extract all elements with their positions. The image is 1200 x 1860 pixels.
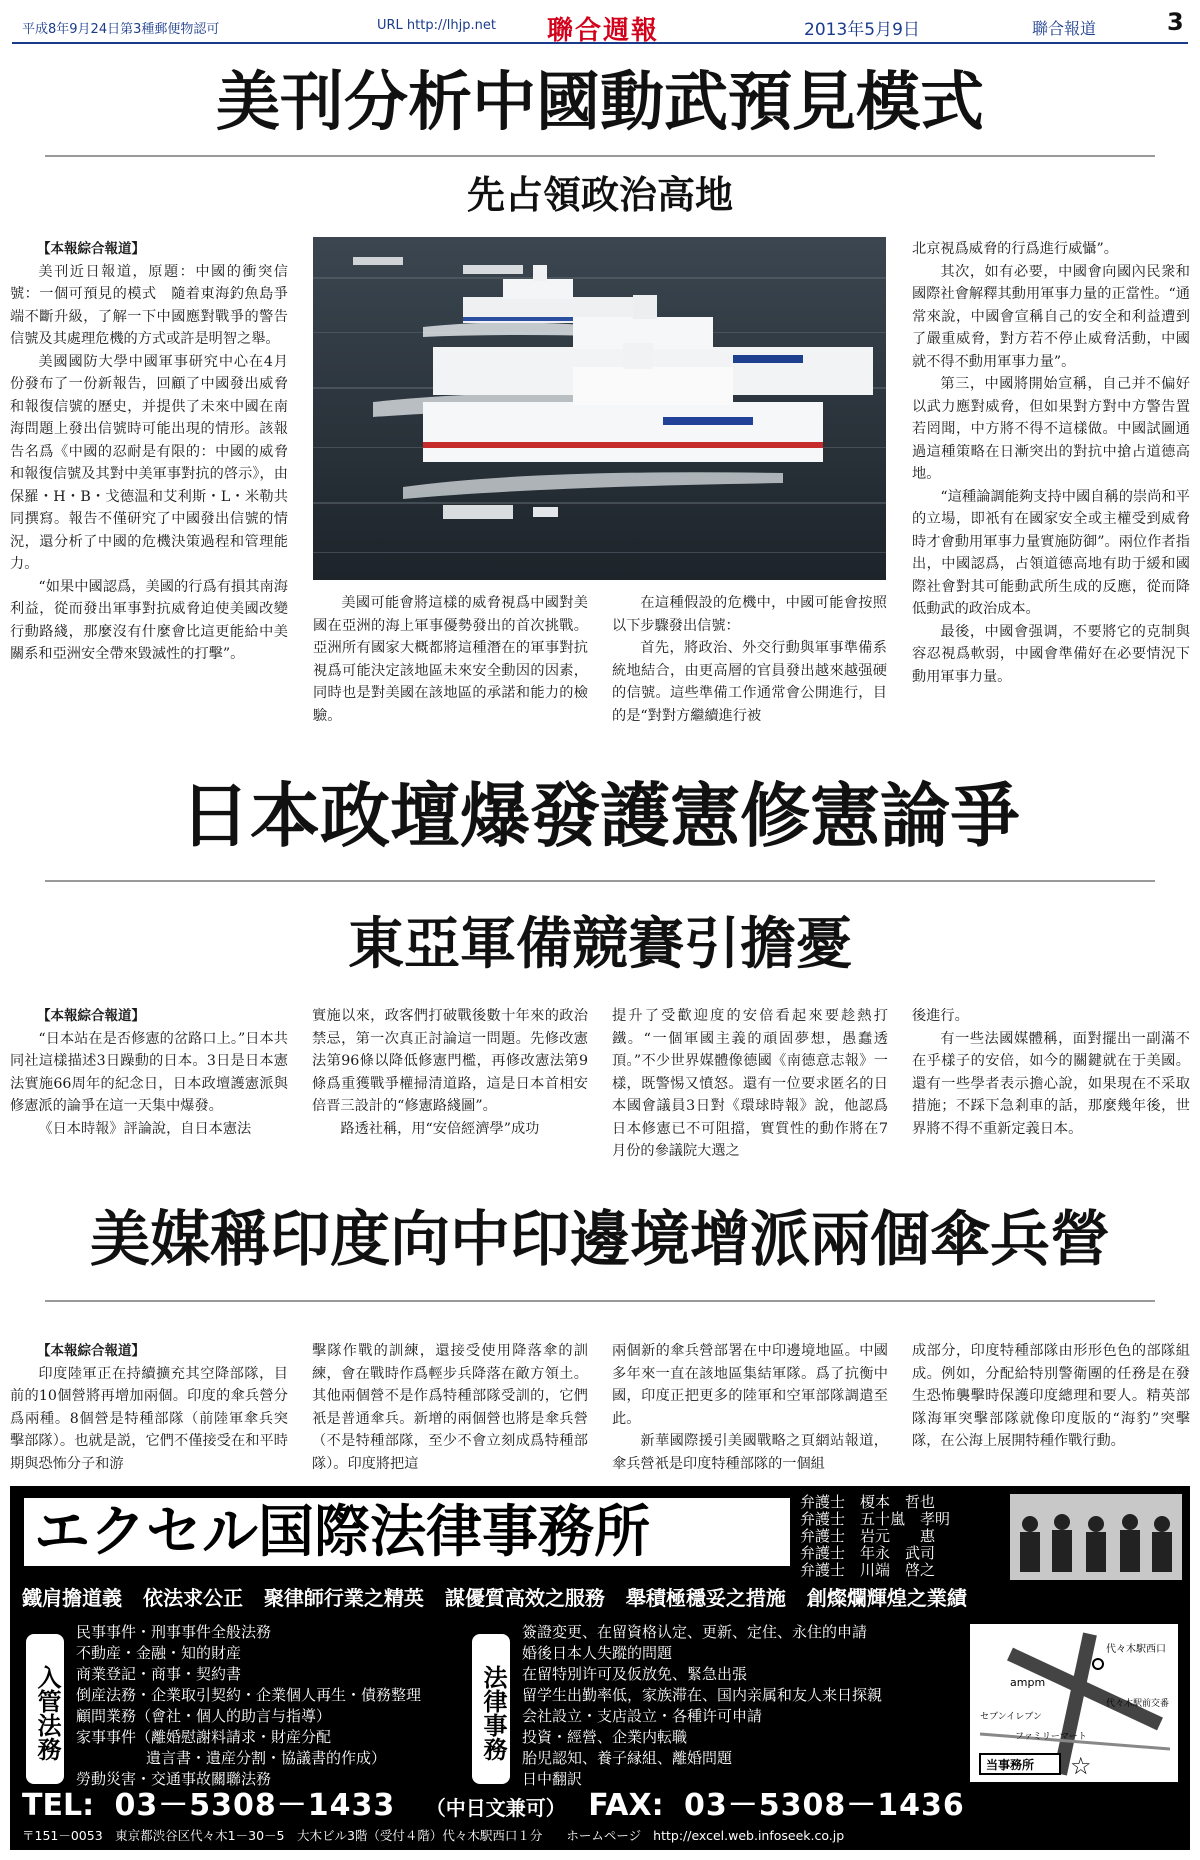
paragraph: “日本站在是否修憲的岔路口上。”日本共同社這樣描述3日躁動的日本。3日是日本憲法實施66周年的紀念日，日本政壇護憲派與修憲派的論爭在這一天集中爆發。	[10, 1030, 288, 1114]
language-note: （中日文兼可）	[425, 1796, 566, 1820]
service-item: 顧問業務（會社・個人的助言与指導）	[76, 1707, 332, 1725]
paragraph: 美刊近日報道，原題：中國的衝突信號：一個可預見的模式 隨着東海釣魚島爭端不斷升級，了解一下中國應對戰爭的警告信號及其處理危機的方式或許是明智之舉。	[10, 263, 288, 347]
paragraph: 印度陸軍正在持續擴充其空降部隊，目前的10個營將再增加兩個。印度的傘兵營分爲兩種。8個營是特種部隊（前陸軍傘兵突擊部隊）。也就是説，它們不僅接受在和平時期與恐怖分子和游	[10, 1365, 288, 1472]
article1-headline: 美刊分析中國動武預見模式	[216, 66, 984, 140]
divider	[45, 155, 1155, 157]
lawyer-entry: 弁護士 榎本 哲也	[800, 1493, 936, 1511]
issue-date: 2013年5月9日	[804, 20, 920, 40]
article3-column-3	[612, 1340, 888, 1475]
firm-name: エクセル国際法律事務所	[34, 1500, 650, 1565]
lawyer-entry: 弁護士 川端 啓之	[800, 1561, 936, 1579]
label-immigration: 入管法務	[26, 1634, 64, 1784]
service-item: 投資・經營、企業内転職	[522, 1728, 688, 1746]
paragraph: 有一些法國媒體稱，面對擺出一副滿不在乎樣子的安倍，如今的關鍵就在于美國。還有一些學者表示擔心說，如果現在不采取措施；不踩下急剎車的話，那麼幾年後，世界將不得不重新定義日本。	[912, 1030, 1190, 1137]
station-marker-icon	[1093, 1659, 1103, 1669]
paragraph: 美國可能會將這樣的威脅視爲中國對美國在亞洲的海上軍事優勢發出的首次挑戰。亞洲所有國家大概都將這種潛在的軍事對抗視爲可能決定該地區未來安全動因的因素，同時也是對美國在該地區的承諾和能力的檢驗。	[313, 595, 588, 724]
article2-dateline: 【本報綜合報道】	[37, 1008, 145, 1024]
lawyers-group-photo	[1010, 1494, 1182, 1580]
paragraph: 《日本時報》評論說，自日本憲法	[38, 1120, 252, 1137]
paragraph: 新華國際援引美國戰略之頁網站報道，傘兵營衹是印度特種部隊的一個組	[612, 1433, 888, 1472]
divider	[45, 1300, 1155, 1302]
service-item: 不動産・金融・知的財産	[76, 1644, 242, 1662]
article1-column-4	[912, 238, 1190, 688]
lawyer-entry: 弁護士 五十嵐 孝明	[800, 1510, 951, 1528]
map-store-label: ampm	[1010, 1676, 1046, 1689]
article1-subhead: 先占領政治高地	[466, 172, 733, 217]
map-diagram	[970, 1624, 1178, 1782]
lawyer-entry: 弁護士 岩元 惠	[800, 1527, 936, 1545]
divider	[45, 880, 1155, 882]
map-store-label: ファミリーマート	[1015, 1732, 1087, 1742]
service-item: 遺言書・遺産分割・協議書的作成）	[146, 1749, 387, 1767]
homepage-label: ホームページ	[566, 1828, 642, 1843]
article3-column-1	[10, 1340, 288, 1475]
slogan: 創燦爛輝煌之業績	[806, 1586, 967, 1610]
article3-column-2	[312, 1340, 588, 1475]
paragraph: 兩個新的傘兵營部署在中印邊境地區。中國多年來一直在該地區集結軍隊。爲了抗衡中國，印度正把更多的陸軍和空軍部隊調遣至此。	[612, 1343, 888, 1427]
slogan-bar	[22, 1582, 1182, 1612]
paragraph: 擊隊作戰的訓練，還接受使用降落傘的訓練，會在戰時作爲輕步兵降落在敵方領土。其他兩個營不是作爲特種部隊受訓的，它們衹是普通傘兵。新增的兩個營也將是傘兵營（不是特種部隊，至少不會立刻成爲特種部隊）。印度將把這	[312, 1343, 588, 1472]
article3-column-4	[912, 1340, 1190, 1453]
slogan: 舉積極穩妥之措施	[625, 1586, 786, 1610]
service-item: 婚後日本人失蹤的問題	[522, 1644, 673, 1662]
paragraph: 在這種假設的危機中，中國可能會按照以下步驟發出信號：	[612, 595, 887, 634]
article1-column-2	[313, 592, 588, 727]
map-store-label: セブンイレブン	[980, 1712, 1042, 1722]
article2-subhead: 東亞軍備競賽引擔憂	[348, 912, 852, 977]
page-number: 3	[1167, 8, 1184, 36]
article3-headline: 美媒稱印度向中印邊境增派兩個傘兵營	[90, 1205, 1110, 1275]
postal-permit: 平成8年9月24日第3種郵便物認可	[22, 22, 220, 37]
lawyer-entry: 弁護士 年永 武司	[800, 1544, 936, 1562]
site-url[interactable]: URL http://lhjp.net	[377, 18, 496, 33]
paragraph: 最後，中國會强调，不要將它的克制與容忍視爲軟弱，中國會準備好在必要情況下動用軍事力量。	[912, 623, 1190, 685]
slogan: 聚律師行業之精英	[263, 1586, 424, 1610]
label-legal-affairs: 法律事務	[472, 1634, 510, 1784]
article2-column-1	[10, 1005, 288, 1140]
map-station-label: 代々木駅西口	[1106, 1644, 1166, 1655]
article2-column-3	[612, 1005, 888, 1163]
office-address: 〒151－0053 東京都渋谷区代々木1－30－5 大木ビル3階（受付４階）代々木駅西口１分	[22, 1828, 543, 1843]
map-office-label: 当事務所	[986, 1758, 1035, 1772]
service-item: 民事事件・刑事事件全般法務	[76, 1623, 272, 1641]
article2-column-4	[912, 1005, 1190, 1140]
tel-number[interactable]: 03－5308－1433	[114, 1788, 396, 1823]
article1-column-1	[10, 238, 288, 666]
service-item: 家事事件（離婚慰謝料請求・財産分配	[76, 1728, 332, 1746]
paragraph: 其次，如有必要，中國會向國內民衆和國際社會解釋其動用軍事力量的正當性。“通常來說，中國會宣稱自己的安全和利益遭到了嚴重威脅，對方若不停止威脅活動，中國就不得不動用軍事力量”。	[912, 263, 1190, 370]
paragraph: 路透社稱，用“安倍經濟學”成功	[340, 1120, 540, 1137]
law-firm-advertisement	[10, 1486, 1190, 1850]
newspaper-logo: 聯合週報	[547, 16, 660, 46]
service-item: 簽證変更、在留資格认定、更新、定住、永住的申請	[522, 1623, 868, 1641]
service-item: 倒産法務・企業取引契約・企業個人再生・債務整理	[76, 1686, 422, 1704]
slogan: 鐵肩擔道義	[22, 1586, 122, 1610]
office-map	[968, 1622, 1180, 1784]
office-star-icon: ☆	[1070, 1752, 1092, 1780]
tel-label: TEL:	[22, 1788, 95, 1823]
services-list-right	[522, 1622, 962, 1790]
paragraph: 首先，將政治、外交行動與軍事準備系統地結合，由更高層的官員發出越來越强硬的信號。這些準備工作通常會公開進行，目的是“對對方繼續進行被	[612, 640, 887, 724]
lawyer-list	[800, 1494, 1000, 1579]
services-list-left	[76, 1622, 456, 1790]
article2-headline: 日本政壇爆發護憲修憲論爭	[180, 774, 1020, 857]
masthead	[12, 8, 1188, 44]
service-item: 商業登記・商事・契約書	[76, 1665, 242, 1683]
group-photo-image	[1010, 1494, 1182, 1580]
address-bar	[22, 1826, 1182, 1846]
service-item: 勞動災害・交通事故關聯法務	[76, 1770, 272, 1788]
slogan: 依法求公正	[142, 1586, 243, 1610]
firm-name-box	[22, 1496, 792, 1568]
paragraph: 北京視爲威脅的行爲進行威懾”。	[912, 241, 1118, 257]
paragraph: 實施以來，政客們打破戰後數十年來的政治禁忌，第一次真正討論這一問題。先修改憲法第96條以降低修憲門檻，再修改憲法第9條爲重獲戰爭權掃清道路，這是日本首相安倍晋三設計的“修憲路綫圖”。	[312, 1008, 588, 1114]
paragraph: “如果中國認爲，美國的行爲有損其南海利益，從而發出軍事對抗威脅迫使美國改變行動路綫，那麼沒有什麼會比這更能給中美關系和亞洲安全帶來毀滅性的打擊”。	[10, 578, 288, 662]
article2-column-2	[312, 1005, 588, 1140]
service-item: 在留特別许可及仮放免、緊急出張	[522, 1665, 748, 1683]
section-name: 聯合報道	[1032, 19, 1097, 38]
article1-dateline: 【本報綜合報道】	[37, 241, 145, 257]
news-photo-ships	[313, 237, 886, 580]
paragraph: 第三，中國將開始宣稱，自己并不偏好以武力應對威脅，但如果對方對中方警告置若罔聞，中方將不得不這樣做。中國試圖通過這種策略在日漸突出的對抗中搶占道德高地。	[912, 376, 1190, 482]
service-item: 留学生出勤率低，家族滞在、国内亲属和友人来日探親	[522, 1686, 883, 1704]
article1-column-3	[612, 592, 887, 727]
paragraph: 後進行。	[912, 1008, 969, 1024]
service-item: 胎児認知、養子縁組、離婚問題	[522, 1749, 733, 1767]
homepage-url[interactable]: http://excel.web.infoseek.co.jp	[653, 1828, 845, 1843]
slogan: 謀優質高效之服務	[444, 1586, 605, 1610]
contact-bar	[22, 1788, 1182, 1824]
fax-number[interactable]: 03－5308－1436	[684, 1788, 965, 1823]
service-item: 日中翻訳	[522, 1770, 583, 1788]
paragraph: “這種論調能夠支持中國自稱的崇尚和平的立場，即衹有在國家安全或主權受到威脅時才會動用軍事力量實施防御”。兩位作者指出，中國認爲，占領道德高地有助于緩和國際社會對其可能動武所生成的反應，從而降低動武的政治成本。	[912, 488, 1190, 617]
ships-at-sea-image	[313, 237, 886, 580]
paragraph: 美國國防大學中國軍事研究中心在4月份發布了一份新報告，回顧了中國發出威脅和報復信號的歷史，并提供了未來中國在南海問題上發出信號時可能出現的情形。該報告名爲《中國的忍耐是有限的：中國的威脅和報復信號及其對中美軍事對抗的啓示》，由保羅・H・B・戈德温和艾利斯・L・米勒共同撰寫。報告不僅研究了中國發出信號的情況，還分析了中國的危機決策過程和管理能力。	[10, 353, 288, 572]
map-crossing-label: 代々木駅前交番	[1106, 1699, 1170, 1709]
article3-dateline: 【本報綜合報道】	[37, 1343, 145, 1359]
fax-label: FAX:	[588, 1788, 664, 1823]
service-item: 会社設立・支店設立・各種许可申請	[522, 1707, 763, 1725]
paragraph: 成部分，印度特種部隊由形形色色的部隊組成。例如，分配給特別警衛團的任務是在發生恐怖襲擊時保護印度總理和要人。精英部隊海軍突擊部隊就像印度版的“海豹”突擊隊，在公海上展開特種作戰行動。	[912, 1343, 1190, 1449]
paragraph: 提升了受歡迎度的安倍看起來要趁熱打鐵。“一個軍國主義的頑固夢想，愚蠢透頂。”不少世界媒體像德國《南德意志報》一樣，既警惕又憤怒。還有一位要求匿名的日本國會議員3日對《環球時報》說，他認爲日本修憲已不可阻擋，實質性的動作將在7月份的參議院大選之	[612, 1008, 888, 1159]
